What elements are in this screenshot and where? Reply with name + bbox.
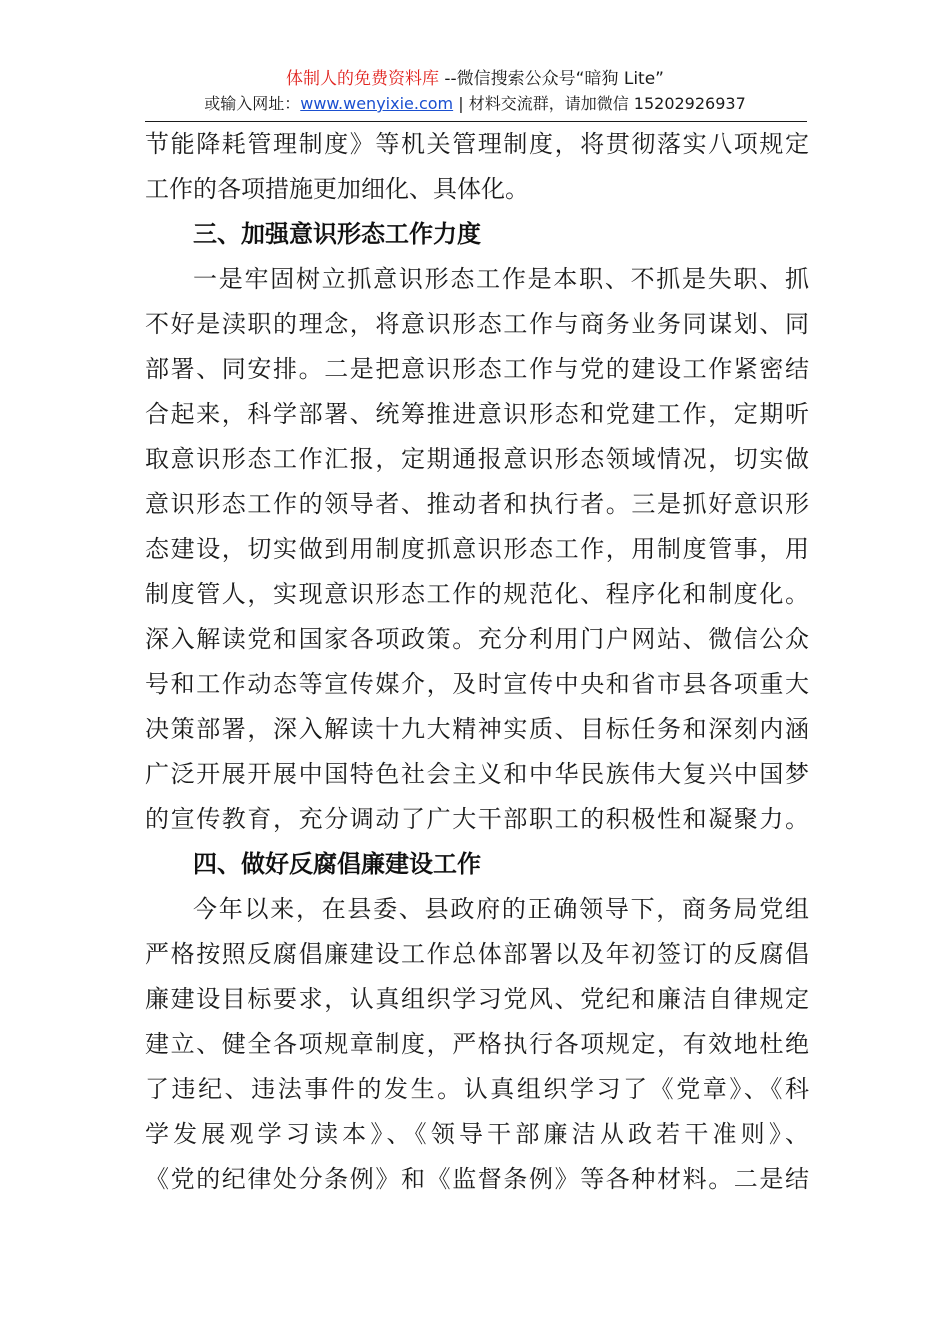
body-text-line: 部署、同安排。二是把意识形态工作与党的建设工作紧密结 xyxy=(145,355,809,383)
body-text-line: 廉建设目标要求，认真组织学习党风、党纪和廉洁自律规定 xyxy=(145,985,809,1013)
body-text-line: 不好是渎职的理念，将意识形态工作与商务业务同谋划、同 xyxy=(145,310,809,338)
body-text-line: 建立、健全各项规章制度，严格执行各项规定，有效地杜绝 xyxy=(145,1030,809,1058)
body-text-line: 《党的纪律处分条例》和《监督条例》等各种材料。二是结 xyxy=(145,1165,809,1193)
body-text-line: 深入解读党和国家各项政策。充分利用门户网站、微信公众 xyxy=(145,625,809,653)
body-text-line: 合起来，科学部署、统筹推进意识形态和党建工作，定期听 xyxy=(145,400,809,428)
header-banner xyxy=(0,66,950,92)
body-text-line: 的宣传教育，充分调动了广大干部职工的积极性和凝聚力。 xyxy=(145,805,809,833)
body-text-line: 了违纪、违法事件的发生。认真组织学习了《党章》、《科 xyxy=(145,1075,809,1103)
document-body xyxy=(145,122,809,1202)
body-text-line: 意识形态工作的领导者、推动者和执行者。三是抓好意识形 xyxy=(145,490,809,518)
body-text-line: 节能降耗管理制度》等机关管理制度，将贯彻落实八项规定 xyxy=(145,130,809,158)
body-text-line: 广泛开展开展中国特色社会主义和中华民族伟大复兴中国梦 xyxy=(145,760,809,788)
wechat-slogan: --微信搜索公众号“暗狗 Lite” xyxy=(438,69,664,89)
body-text-line: 工作的各项措施更加细化、具体化。 xyxy=(145,175,529,203)
body-text-line: 态建设，切实做到用制度抓意识形态工作，用制度管事，用 xyxy=(145,535,809,563)
body-text-line: 今年以来，在县委、县政府的正确领导下，商务局党组 xyxy=(193,895,809,923)
body-text-line: 决策部署，深入解读十九大精神实质、目标任务和深刻内涵 xyxy=(145,715,809,743)
body-text-line: 号和工作动态等宣传媒介，及时宣传中央和省市县各项重大 xyxy=(145,670,809,698)
website-link[interactable]: www.wenyixie.com xyxy=(300,94,454,113)
brand-title: 体制人的免费资料库 xyxy=(285,69,439,89)
body-text-line: 取意识形态工作汇报，定期通报意识形态领域情况，切实做 xyxy=(145,445,809,473)
page-header xyxy=(0,66,950,116)
body-text-line: 一是牢固树立抓意识形态工作是本职、不抓是失职、抓 xyxy=(193,265,809,293)
contact-info: | 材料交流群，请加微信 15202926937 xyxy=(453,94,746,113)
body-text-line: 学发展观学习读本》、《领导干部廉洁从政若干准则》、 xyxy=(145,1120,809,1148)
url-prefix: 或输入网址： xyxy=(204,94,301,113)
section-heading: 三、加强意识形态工作力度 xyxy=(193,220,481,248)
section-heading: 四、做好反腐倡廉建设工作 xyxy=(193,850,481,878)
body-text-line: 严格按照反腐倡廉建设工作总体部署以及年初签订的反腐倡 xyxy=(145,940,809,968)
body-text-line: 制度管人，实现意识形态工作的规范化、程序化和制度化。 xyxy=(145,580,809,608)
header-contact-line xyxy=(0,92,950,116)
